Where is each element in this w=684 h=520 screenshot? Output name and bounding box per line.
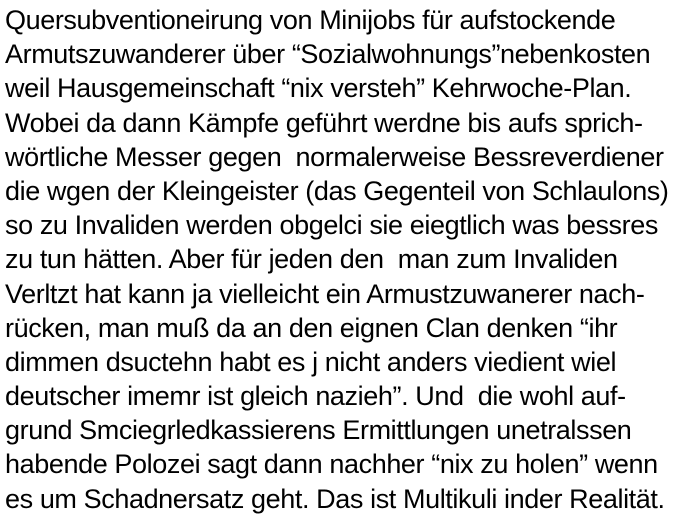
text-line: zu tun hätten. Aber für jeden den man zum Invaliden <box>5 244 618 275</box>
text-line: die wgen der Kleingeister (das Gegenteil von Schlaulons) <box>5 175 669 206</box>
text-line: habende Polozei sagt dann nachher “nix zu holen” wenn <box>5 449 658 480</box>
text-line: dimmen dsuctehn habt es j nicht anders viedient wiel <box>5 346 617 377</box>
text-line: Wobei da dann Kämpfe geführt werdne bis aufs sprich- <box>5 107 643 138</box>
text-line: Armutszuwanderer über “Sozialwohnungs”nebenkosten <box>5 39 651 70</box>
text-line: rücken, man muß da an den eignen Clan denken “ihr <box>5 312 618 343</box>
text-line: Verltzt hat kann ja vielleicht ein Armustzuwanerer nach- <box>5 278 645 309</box>
text-line: so zu Invaliden werden obgelci sie eiegtlich was bessres <box>5 210 658 241</box>
text-line: Quersubventioneirung von Minijobs für aufstockende <box>5 5 616 35</box>
text-line: es um Schadnersatz geht. Das ist Multikuli inder Realität. <box>5 483 665 514</box>
text-line: wörtliche Messer gegen normalerweise Bessreverdiener <box>5 141 664 172</box>
text-line: deutscher imemr ist gleich nazieh”. Und die wohl auf- <box>5 381 626 412</box>
text-line: weil Hausgemeinschaft “nix versteh” Kehrwoche-Plan. <box>5 73 632 104</box>
text-block <box>5 3 684 516</box>
text-line: grund Smciegrledkassierens Ermittlungen unetralssen <box>5 415 632 446</box>
